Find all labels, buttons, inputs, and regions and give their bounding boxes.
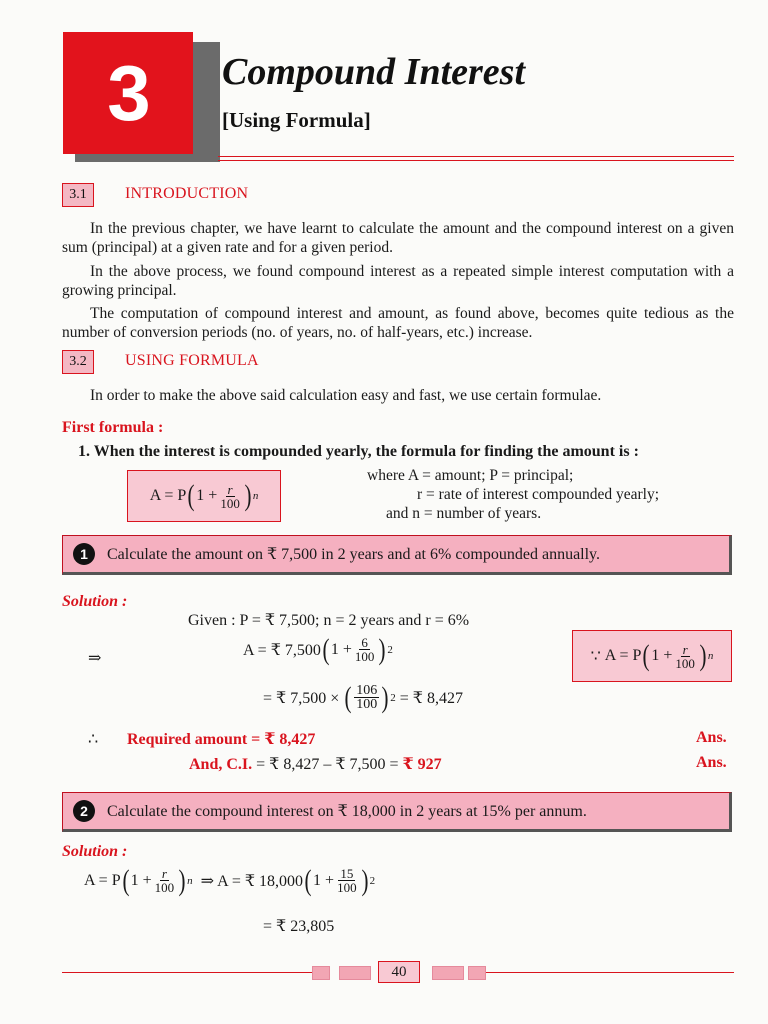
given-line: Given : P = ₹ 7,500; n = 2 years and r = 6%: [188, 612, 470, 629]
therefore-symbol: ∴: [88, 731, 99, 748]
section-title-using-formula: USING FORMULA: [125, 352, 259, 369]
implies-arrow: ⇒: [88, 650, 102, 667]
header-rule: [218, 156, 734, 161]
step-q2-2: = ₹ 23,805: [263, 918, 335, 935]
step-1: A = ₹ 7,500 ( 1 + $\frac{6}{100}$ ) 2: [243, 632, 393, 666]
question-number-badge: 1: [73, 543, 95, 565]
footer-decoration: [312, 966, 330, 980]
footer-rule-left: [62, 972, 312, 973]
footer-decoration: [468, 966, 486, 980]
chapter-subtitle: [Using Formula]: [222, 108, 371, 132]
where-line-2: r = rate of interest compounded yearly;: [417, 486, 660, 503]
footer-decoration: [339, 966, 371, 980]
footer-decoration: [432, 966, 464, 980]
answer-mark-2: Ans.: [696, 754, 727, 771]
question-1-text: Calculate the amount on ₹ 7,500 in 2 years and at 6% compounded annually.: [107, 546, 601, 563]
solution-2-label: Solution :: [62, 843, 128, 860]
section-number-3-1: 3.1: [62, 183, 94, 207]
where-line-1: where A = amount; P = principal;: [367, 467, 574, 484]
chapter-number-box: [63, 32, 193, 154]
chapter-number: 3: [107, 48, 149, 137]
ci-line: And, C.I. = ₹ 8,427 – ₹ 7,500 = ₹ 927: [189, 756, 442, 773]
solution-1-label: Solution :: [62, 593, 128, 610]
step-q2-1: A = P ( 1 + $\frac{r}{100}$ ) n ⇒ A = ₹ 18,000 ( 1 + $\frac{15}{100}$ ) 2: [84, 863, 376, 897]
formula-box: A = P ( 1 + $\frac{r}{100}$ ) n: [127, 470, 281, 522]
using-paragraph: In order to make the above said calculation easy and fast, we use certain formulae.: [90, 387, 602, 404]
question-number-badge: 2: [73, 800, 95, 822]
intro-paragraph-1: In the previous chapter, we have learnt to calculate the amount and the compound interest on a given sum (principal) at a given rate and for a given period.: [62, 220, 734, 256]
footer-rule-right: [486, 972, 734, 973]
section-title-introduction: INTRODUCTION: [125, 185, 249, 202]
rule-1: 1. When the interest is compounded yearly, the formula for finding the amount is :: [78, 443, 639, 460]
section-number-3-2: 3.2: [62, 350, 94, 374]
required-amount: Required amount = ₹ 8,427: [127, 731, 316, 748]
first-formula-label: First formula :: [62, 419, 164, 436]
side-formula-box: ∵ A = P ( 1 + $\frac{r}{100}$ ) n: [572, 630, 732, 682]
intro-paragraph-2: In the above process, we found compound interest as a repeated simple interest computation with a growing principal.: [62, 263, 734, 299]
where-line-3: and n = number of years.: [386, 505, 542, 522]
page-number: 40: [378, 961, 420, 983]
question-1-bar: [62, 535, 732, 575]
intro-paragraph-3: The computation of compound interest and amount, as found above, becomes quite tedious as the number of conversion periods (no. of years, no. of half-years, etc.) increase.: [62, 305, 734, 341]
step-2: = ₹ 7,500 × ( $\frac{106}{100}$ ) 2 = ₹ 8,427: [263, 680, 463, 714]
answer-mark-1: Ans.: [696, 729, 727, 746]
question-2-text: Calculate the compound interest on ₹ 18,000 in 2 years at 15% per annum.: [107, 803, 587, 820]
chapter-title: Compound Interest: [222, 51, 526, 93]
question-2-bar: [62, 792, 732, 832]
